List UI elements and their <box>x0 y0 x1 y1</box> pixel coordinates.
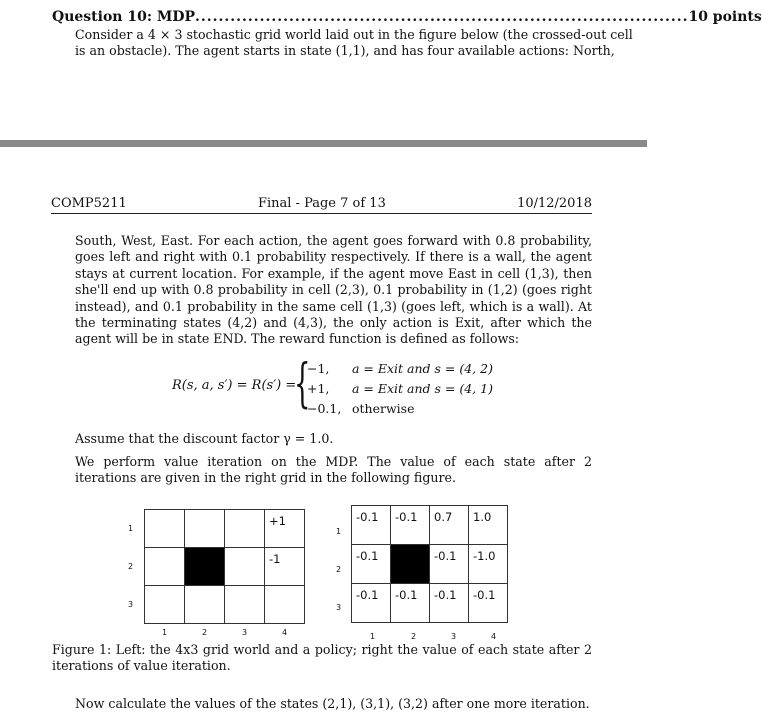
right-grid-cell <box>469 506 508 545</box>
equation-case-3-condition: otherwise <box>352 401 415 416</box>
discount-factor-text: Assume that the discount factor γ = 1.0. <box>75 431 334 446</box>
body-paragraph: South, West, East. For each action, the agent goes forward with 0.8 probability, goes left and right with 0.1 probability respectively. If there is a wall, the agent stays at current location. For example, if the agent move East in cell (1,3), then she'll end up with 0.8 probability in cell (2,3), 0.1 probability in (1,2) (goes right instead), and 0.1 probability in the same cell (1,3) (goes left, which is a wall). At the terminating states (4,2) and (4,3), the only action is Exit, after which the agent will be in state END. The reward function is defined as follows: <box>75 233 592 347</box>
left-col-label-3: 3 <box>242 628 248 637</box>
right-grid-cell <box>430 545 469 584</box>
equation-lhs-text: R(s, a, s′) = R(s′) = <box>172 378 297 393</box>
right-grid-cell <box>352 584 391 623</box>
left-grid-world <box>144 509 305 624</box>
equation-case-1-value: −1, <box>307 361 330 376</box>
left-col-label-2: 2 <box>202 628 208 637</box>
left-grid-cell-label: -1 <box>269 552 281 566</box>
right-grid-cell-value: -0.1 <box>434 588 457 602</box>
left-row-label-2: 2 <box>128 562 134 571</box>
value-iteration-text: We perform value iteration on the MDP. The value of each state after 2 iterations are given in the right grid in the following figure. <box>75 454 592 486</box>
left-grid-cell <box>265 586 305 624</box>
question-header <box>52 9 762 25</box>
left-grid-row <box>145 548 305 586</box>
right-grid-cell-value: -0.1 <box>395 510 418 524</box>
left-col-label-1: 1 <box>162 628 168 637</box>
right-col-label-4: 4 <box>491 632 497 641</box>
left-grid-cell <box>225 548 265 586</box>
right-grid-row <box>352 506 508 545</box>
page-header <box>51 196 592 214</box>
question-leader-dots: .................................................................................... <box>195 9 689 25</box>
right-col-label-1: 1 <box>370 632 376 641</box>
equation-case-3-value: −0.1, <box>307 401 342 416</box>
right-grid-cell-value: -0.1 <box>356 510 379 524</box>
right-grid-cell <box>469 584 508 623</box>
right-grid-obstacle-cell <box>391 545 430 584</box>
left-grid-cell <box>225 586 265 624</box>
left-row-label-3: 3 <box>128 600 134 609</box>
left-grid-cell <box>185 510 225 548</box>
left-col-label-4: 4 <box>282 628 288 637</box>
page-number: Final - Page 7 of 13 <box>257 196 386 211</box>
right-row-label-2: 2 <box>336 565 342 574</box>
left-grid-row <box>145 586 305 624</box>
right-row-label-1: 1 <box>336 527 342 536</box>
right-col-label-3: 3 <box>451 632 457 641</box>
figure-caption: Figure 1: Left: the 4x3 grid world and a policy; right the value of each state after 2 iterations of value iteration. <box>52 642 592 674</box>
equation-case-1-condition: a = Exit and s = (4, 2) <box>352 361 493 376</box>
question-points: 10 points <box>688 9 762 25</box>
right-grid-cell-value: 0.7 <box>434 510 453 524</box>
right-value-grid <box>351 505 508 623</box>
right-grid-cell-value: 1.0 <box>473 510 492 524</box>
question-intro <box>75 27 633 60</box>
left-grid-row <box>145 510 305 548</box>
left-grid-cell <box>145 548 185 586</box>
question-intro-line-1: Consider a 4 × 3 stochastic grid world laid out in the figure below (the crossed-out cell <box>75 27 633 42</box>
right-col-label-2: 2 <box>411 632 417 641</box>
right-grid-row <box>352 584 508 623</box>
right-grid-cell <box>352 545 391 584</box>
equation-brace: { <box>294 354 311 414</box>
right-grid-row <box>352 545 508 584</box>
right-grid-cell <box>391 584 430 623</box>
right-grid-cell <box>430 584 469 623</box>
left-grid-cell <box>225 510 265 548</box>
right-grid-cell-value: -0.1 <box>356 549 379 563</box>
right-grid-cell-value: -0.1 <box>473 588 496 602</box>
equation-case-2-condition: a = Exit and s = (4, 1) <box>352 381 493 396</box>
left-grid-cell <box>265 548 305 586</box>
question-intro-line-2: is an obstacle). The agent starts in state (1,1), and has four available actions: North, <box>75 43 615 59</box>
right-row-label-3: 3 <box>336 603 342 612</box>
left-row-label-1: 1 <box>128 524 134 533</box>
right-grid-cell-value: -0.1 <box>356 588 379 602</box>
right-grid-cell-value: -1.0 <box>473 549 496 563</box>
final-question: Now calculate the values of the states (2,1), (3,1), (3,2) after one more iteration. <box>75 696 590 711</box>
left-grid-obstacle-cell <box>185 548 225 586</box>
course-code: COMP5211 <box>51 196 127 211</box>
left-grid-cell-label: +1 <box>269 514 286 528</box>
left-grid-cell <box>145 586 185 624</box>
left-grid-cell <box>145 510 185 548</box>
left-grid-cell <box>185 586 225 624</box>
equation-case-2-value: +1, <box>307 381 330 396</box>
right-grid-cell <box>352 506 391 545</box>
question-title: Question 10: MDP <box>52 9 196 25</box>
page-break-divider <box>0 140 647 147</box>
left-grid-cell <box>265 510 305 548</box>
right-grid-cell-value: -0.1 <box>395 588 418 602</box>
right-grid-cell <box>430 506 469 545</box>
right-grid-cell-value: -0.1 <box>434 549 457 563</box>
right-grid-cell <box>469 545 508 584</box>
reward-equation-lhs <box>172 374 296 393</box>
exam-date: 10/12/2018 <box>517 196 592 211</box>
right-grid-cell <box>391 506 430 545</box>
